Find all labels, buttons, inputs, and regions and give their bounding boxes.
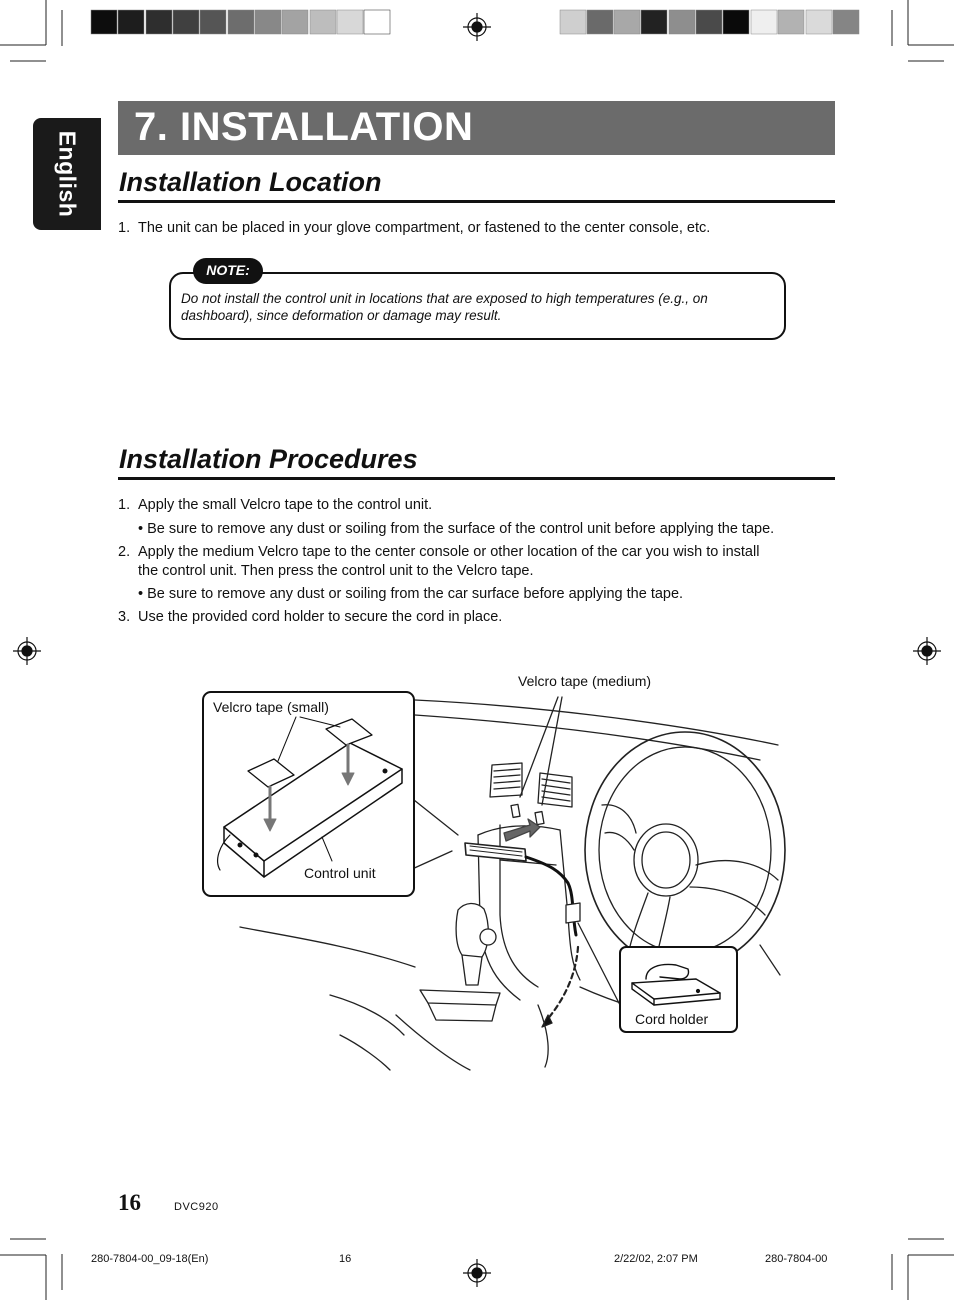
step-text-line-2: the control unit. Then press the control unit to the Velcro tape. xyxy=(138,563,534,579)
page-number: 16 xyxy=(118,1190,141,1215)
label-velcro-tape-small: Velcro tape (small) xyxy=(213,699,329,715)
step-2-bullet: • Be sure to remove any dust or soiling from the car surface before applying the tape. xyxy=(138,586,684,602)
label-control-unit: Control unit xyxy=(304,865,376,881)
model-name: DVC920 xyxy=(174,1201,219,1213)
step-1-bullet: • Be sure to remove any dust or soiling from the surface of the control unit before applying the tape. xyxy=(138,521,775,537)
steering-wheel xyxy=(585,732,785,968)
item-text: The unit can be placed in your glove compartment, or fastened to the center console, etc. xyxy=(138,220,711,236)
registration-target-icon xyxy=(13,13,941,1287)
air-vent-left xyxy=(490,763,522,797)
installation-diagram xyxy=(200,665,790,1075)
language-label: English xyxy=(54,130,81,218)
step-number: 1. xyxy=(118,497,131,513)
step-number: 3. xyxy=(118,609,131,625)
section-rule xyxy=(118,200,835,203)
procedure-step-3 xyxy=(118,608,838,628)
footer-part-number: 280-7804-00 xyxy=(765,1253,828,1265)
note-text: Do not install the control unit in locations that are exposed to high temperatures (e.g., on dashboard), since deformation or damage may result. xyxy=(181,291,708,323)
note-label: NOTE: xyxy=(206,262,250,278)
control-unit-installed xyxy=(465,843,526,861)
language-tab xyxy=(33,118,101,230)
color-bar xyxy=(560,10,859,34)
step-text: Use the provided cord holder to secure the cord in place. xyxy=(138,609,503,625)
item-number: 1. xyxy=(118,220,131,236)
chapter-title: 7. INSTALLATION xyxy=(134,105,474,149)
step-text: Apply the small Velcro tape to the control unit. xyxy=(138,497,433,513)
note-badge xyxy=(193,258,263,284)
chapter-header xyxy=(118,101,835,155)
section-title-location: Installation Location xyxy=(119,167,382,197)
procedure-step-1 xyxy=(118,496,838,516)
location-item-1 xyxy=(118,219,838,239)
section-title-procedures: Installation Procedures xyxy=(119,444,418,474)
gray-scale-bar xyxy=(91,10,390,34)
footer-timestamp: 2/22/02, 2:07 PM xyxy=(614,1253,698,1265)
label-velcro-tape-medium: Velcro tape (medium) xyxy=(518,673,652,689)
step-text-line-1: Apply the medium Velcro tape to the center console or other location of the car you wish to install xyxy=(138,544,760,560)
procedure-step-2 xyxy=(118,543,838,583)
step-number: 2. xyxy=(118,544,131,560)
label-cord-holder: Cord holder xyxy=(635,1011,709,1027)
footer-sheet-number: 16 xyxy=(339,1253,352,1265)
footer-file-name: 280-7804-00_09-18(En) xyxy=(91,1253,209,1265)
section-rule xyxy=(118,477,835,480)
